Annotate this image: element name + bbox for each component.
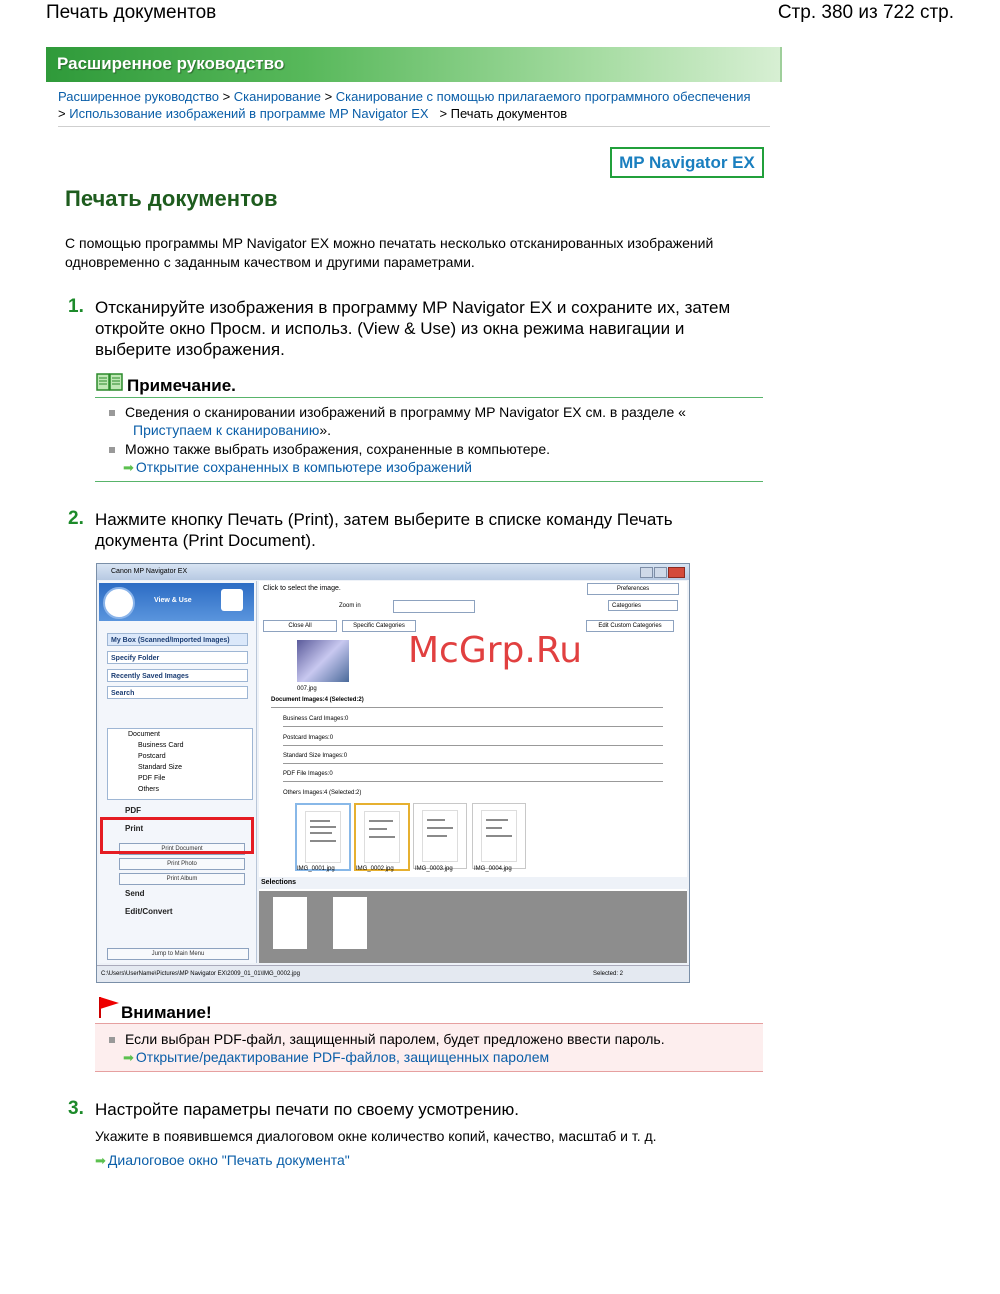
warning-link-pdf[interactable]: Открытие/редактирование PDF-файлов, защищенных паролем	[135, 1049, 550, 1065]
maximize-button[interactable]	[654, 567, 667, 578]
step-subtext: Укажите в появившемся диалоговом окне количество копий, качество, масштаб и т. д.	[95, 1128, 657, 1144]
view-use-icon	[221, 589, 243, 611]
note-item-text: Можно также выбрать изображения, сохраненные в компьютере.	[125, 441, 550, 457]
arrow-right-icon: ➡	[95, 1153, 106, 1168]
tree-item[interactable]: Business Card	[138, 742, 184, 749]
note-item-text: Сведения о сканировании изображений в программу MP Navigator EX см. в разделе «	[125, 404, 686, 420]
arrow-right-icon: ➡	[123, 460, 134, 475]
print-album-button[interactable]: Print Album	[119, 873, 245, 885]
tree-item[interactable]: PDF File	[138, 775, 166, 782]
warning-item	[109, 1030, 759, 1067]
bullet-square	[109, 447, 115, 453]
category-row[interactable]: Business Card Images:0	[283, 712, 663, 727]
window-title: Canon MP Navigator EX	[111, 568, 188, 575]
divider	[58, 126, 770, 127]
file-label[interactable]: IMG_0002.jpg	[356, 866, 394, 872]
step-text: Отсканируйте изображения в программу MP Navigator EX и сохраните их, затем откройте окно Просм. и использ. (View & Use) из окна режима навигации и выберите изображения.	[95, 298, 731, 359]
file-label[interactable]: IMG_0001.jpg	[297, 866, 335, 872]
edit-custom-categories-button[interactable]: Edit Custom Categories	[586, 620, 674, 632]
watermark: McGrp.Ru	[408, 630, 583, 671]
mode-label: View & Use	[154, 597, 192, 604]
window-titlebar	[97, 564, 689, 580]
group-send[interactable]: Send	[125, 889, 145, 898]
nav-recent-images[interactable]: Recently Saved Images	[107, 669, 248, 682]
group-print[interactable]: Print	[125, 824, 144, 833]
selected-thumbnail[interactable]	[273, 897, 307, 949]
selections-label: Selections	[261, 879, 297, 886]
document-title: Печать документов	[46, 2, 217, 23]
breadcrumb-separator: >	[439, 106, 448, 121]
preferences-button[interactable]: Preferences	[587, 583, 679, 595]
status-selected: Selected: 2	[593, 971, 624, 977]
step-number: 3.	[68, 1098, 84, 1119]
click-hint: Click to select the image.	[263, 585, 341, 592]
tree-item[interactable]: Document	[128, 731, 160, 738]
zoom-label[interactable]: Zoom in	[339, 603, 361, 609]
photo-thumbnail[interactable]	[297, 640, 349, 682]
nav-my-box[interactable]: My Box (Scanned/Imported Images)	[107, 633, 248, 646]
breadcrumb-separator: >	[222, 89, 231, 104]
tree-item[interactable]: Others	[138, 786, 160, 793]
nav-search[interactable]: Search	[107, 686, 248, 699]
book-icon	[96, 372, 124, 397]
mode-header	[99, 583, 254, 621]
red-flag-icon	[97, 995, 121, 1024]
note-title: Примечание.	[127, 376, 236, 395]
selections-area[interactable]	[259, 891, 687, 963]
group-edit-convert[interactable]: Edit/Convert	[125, 907, 173, 916]
category-document[interactable]: Document Images:4 (Selected:2)	[271, 693, 663, 708]
breadcrumb-link-scanning[interactable]: Сканирование	[233, 89, 321, 104]
breadcrumb	[58, 88, 758, 122]
breadcrumb-link-software[interactable]: Сканирование с помощью прилагаемого программного обеспечения	[335, 89, 751, 104]
breadcrumb-current: Печать документов	[450, 106, 568, 121]
note-top-line	[95, 397, 763, 398]
close-all-button[interactable]: Close All	[263, 620, 337, 632]
nav-specify-folder[interactable]: Specify Folder	[107, 651, 248, 664]
note-bottom-line	[95, 481, 763, 482]
note-item	[109, 403, 759, 439]
note-link-open-saved[interactable]: Открытие сохраненных в компьютере изображений	[135, 459, 472, 475]
print-dialog-link[interactable]: Диалоговое окно "Печать документа"	[107, 1152, 350, 1168]
image-thumbnail[interactable]	[413, 803, 467, 869]
step-number: 2.	[68, 508, 84, 529]
product-badge: MP Navigator EX	[610, 147, 764, 178]
highlight-box	[100, 817, 254, 854]
page-info: Стр. 380 из 722 стр.	[777, 2, 954, 23]
selections-bar	[259, 877, 687, 889]
categories-select[interactable]: Categories	[608, 600, 678, 611]
left-navigation-pane	[99, 581, 257, 963]
category-others[interactable]: Others Images:4 (Selected:2)	[283, 790, 362, 796]
note-link-start-scanning[interactable]: Приступаем к сканированию	[133, 422, 320, 438]
print-photo-button[interactable]: Print Photo	[119, 858, 245, 870]
section-banner	[46, 47, 782, 82]
page-title: Печать документов	[65, 186, 278, 211]
warning-text: Если выбран PDF-файл, защищенный паролем, будет предложено ввести пароль.	[125, 1031, 665, 1047]
jump-main-menu-button[interactable]: Jump to Main Menu	[107, 948, 249, 960]
bullet-square	[109, 410, 115, 416]
folder-tree[interactable]	[107, 728, 253, 800]
breadcrumb-separator: >	[58, 106, 66, 121]
print-document-button[interactable]: Print Document	[119, 843, 245, 855]
banner-title: Расширенное руководство	[57, 54, 285, 73]
breadcrumb-separator: >	[324, 89, 333, 104]
status-path: C:\Users\UserName\Pictures\MP Navigator EX\2009_01_01\IMG_0002.jpg	[101, 971, 300, 977]
category-row[interactable]: Postcard Images:0	[283, 731, 663, 746]
breadcrumb-link-navigator[interactable]: Использование изображений в программе MP Navigator EX	[69, 106, 429, 121]
warning-title: Внимание!	[121, 1003, 212, 1022]
step-text: Настройте параметры печати по своему усмотрению.	[95, 1100, 519, 1119]
step-number: 1.	[68, 296, 84, 317]
note-item-end: ».	[319, 422, 332, 438]
tree-item[interactable]: Postcard	[138, 753, 166, 760]
file-label[interactable]: IMG_0003.jpg	[415, 866, 453, 872]
step-link-row	[95, 1152, 350, 1169]
back-circle-icon[interactable]	[103, 587, 135, 619]
image-thumbnail[interactable]	[354, 803, 410, 871]
breadcrumb-link-guide[interactable]: Расширенное руководство	[58, 89, 219, 104]
image-thumbnail[interactable]	[472, 803, 526, 869]
group-pdf[interactable]: PDF	[125, 806, 141, 815]
note-item	[109, 440, 759, 477]
category-row[interactable]: Standard Size Images:0	[283, 749, 663, 764]
arrow-right-icon: ➡	[123, 1050, 134, 1065]
status-bar	[97, 965, 689, 982]
selected-thumbnail[interactable]	[333, 897, 367, 949]
bullet-square	[109, 1037, 115, 1043]
intro-text: С помощью программы MP Navigator EX можно печатать несколько отсканированных изображений одновременно с заданным качеством и другими параметрами.	[65, 235, 714, 270]
app-screenshot	[96, 563, 690, 983]
specific-categories-button[interactable]: Specific Categories	[342, 620, 416, 632]
step-text: Нажмите кнопку Печать (Print), затем выберите в списке команду Печать документа (Print Document).	[95, 510, 673, 550]
tree-item[interactable]: Standard Size	[138, 764, 182, 771]
search-input[interactable]	[393, 600, 475, 613]
minimize-button[interactable]	[640, 567, 653, 578]
top-file-label[interactable]: 007.jpg	[297, 686, 317, 692]
close-button[interactable]	[668, 567, 685, 578]
category-row[interactable]: PDF File Images:0	[283, 767, 663, 782]
file-label[interactable]: IMG_0004.jpg	[474, 866, 512, 872]
image-thumbnail[interactable]	[295, 803, 351, 871]
